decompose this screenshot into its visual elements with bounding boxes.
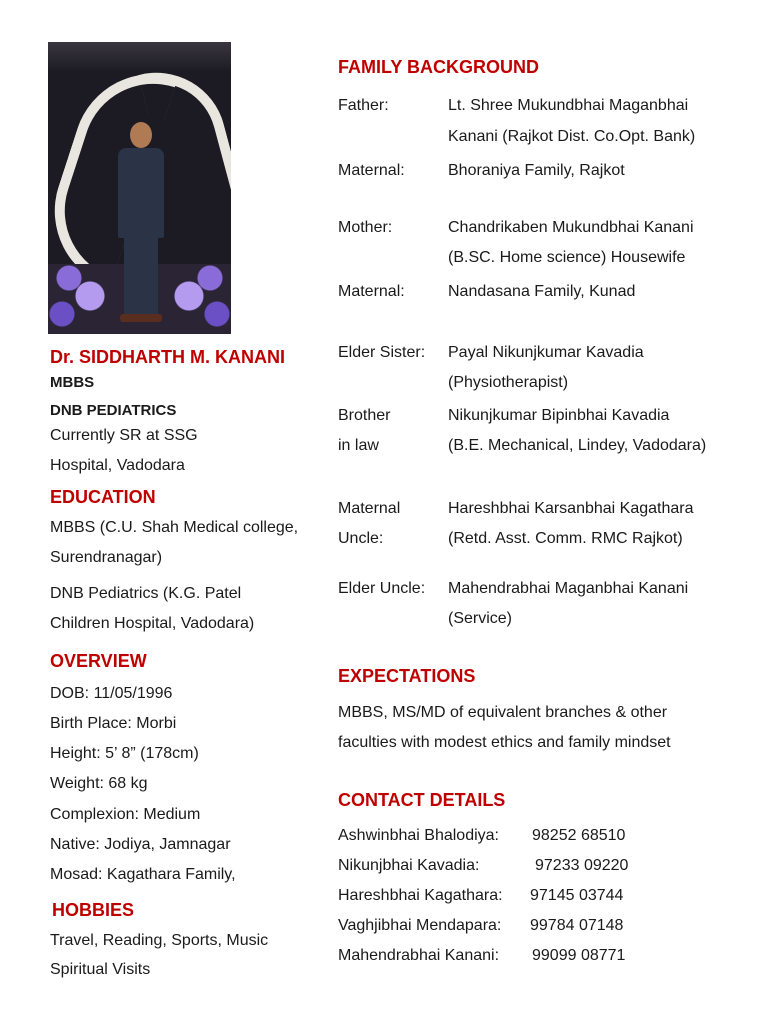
family-value: Kanani (Rajkot Dist. Co.Opt. Bank)	[448, 128, 696, 145]
education-heading: EDUCATION	[50, 487, 156, 507]
photo-lights	[48, 42, 231, 72]
family-value: (Service)	[448, 610, 513, 627]
current-position-line1: Currently SR at SSG	[50, 427, 198, 444]
contact-phone: 99784 07148	[530, 917, 624, 934]
overview-line: Native: Jodiya, Jamnagar	[50, 836, 231, 853]
contact-name: Mahendrabhai Kanani:	[338, 947, 500, 964]
expectations-line: MBBS, MS/MD of equivalent branches & other	[338, 704, 668, 721]
contact-name: Hareshbhai Kagathara:	[338, 887, 503, 904]
overview-line: Weight: 68 kg	[50, 775, 148, 792]
family-value: (B.SC. Home science) Housewife	[448, 249, 686, 266]
education-line: DNB Pediatrics (K.G. Patel	[50, 585, 242, 602]
expectations-line: faculties with modest ethics and family mindset	[338, 734, 671, 751]
family-label: in law	[338, 437, 379, 454]
hobbies-line: Spiritual Visits	[50, 961, 151, 978]
overview-line: Height: 5’ 8” (178cm)	[50, 745, 199, 762]
hobbies-line: Travel, Reading, Sports, Music	[50, 932, 269, 949]
photo-flowers-right	[161, 242, 231, 332]
contact-name: Vaghjibhai Mendapara:	[338, 917, 502, 934]
education-line: Surendranagar)	[50, 549, 163, 566]
family-label: Brother	[338, 407, 391, 424]
contact-phone: 99099 08771	[532, 947, 626, 964]
contact-phone: 97233 09220	[535, 857, 629, 874]
education-line: MBBS (C.U. Shah Medical college,	[50, 519, 299, 536]
family-label: Maternal:	[338, 283, 405, 300]
degree-dnb: DNB PEDIATRICS	[50, 402, 177, 419]
family-heading: FAMILY BACKGROUND	[338, 57, 540, 77]
family-value: Payal Nikunjkumar Kavadia	[448, 344, 644, 361]
photo-flowers-left	[48, 242, 118, 332]
family-value: (Retd. Asst. Comm. RMC Rajkot)	[448, 530, 683, 547]
overview-line: Complexion: Medium	[50, 806, 201, 823]
current-position-line2: Hospital, Vadodara	[50, 457, 185, 474]
contact-phone: 97145 03744	[530, 887, 624, 904]
family-value: Lt. Shree Mukundbhai Maganbhai	[448, 97, 689, 114]
family-label: Mother:	[338, 219, 393, 236]
degree-mbbs: MBBS	[50, 374, 95, 391]
family-value: Nikunjkumar Bipinbhai Kavadia	[448, 407, 670, 424]
education-line: Children Hospital, Vadodara)	[50, 615, 255, 632]
family-label: Elder Uncle:	[338, 580, 426, 597]
contact-name: Ashwinbhai Bhalodiya:	[338, 827, 499, 844]
overview-line: Mosad: Kagathara Family,	[50, 866, 236, 883]
family-value: Mahendrabhai Maganbhai Kanani	[448, 580, 689, 597]
family-label: Maternal	[338, 500, 401, 517]
contact-name: Nikunjbhai Kavadia:	[338, 857, 480, 874]
candidate-name: Dr. SIDDHARTH M. KANANI	[50, 347, 286, 367]
family-label: Elder Sister:	[338, 344, 426, 361]
family-value: Nandasana Family, Kunad	[448, 283, 636, 300]
family-value: Chandrikaben Mukundbhai Kanani	[448, 219, 694, 236]
expectations-heading: EXPECTATIONS	[338, 666, 476, 686]
profile-photo	[48, 42, 231, 334]
contact-phone: 98252 68510	[532, 827, 626, 844]
family-value: Hareshbhai Karsanbhai Kagathara	[448, 500, 694, 517]
photo-person	[118, 122, 164, 322]
contact-heading: CONTACT DETAILS	[338, 790, 506, 810]
family-label: Father:	[338, 97, 389, 114]
overview-line: Birth Place: Morbi	[50, 715, 177, 732]
family-value: (B.E. Mechanical, Lindey, Vadodara)	[448, 437, 707, 454]
family-value: Bhoraniya Family, Rajkot	[448, 162, 625, 179]
overview-heading: OVERVIEW	[50, 651, 147, 671]
family-label: Maternal:	[338, 162, 405, 179]
family-value: (Physiotherapist)	[448, 374, 569, 391]
hobbies-heading: HOBBIES	[52, 900, 135, 920]
family-label: Uncle:	[338, 530, 384, 547]
overview-line: DOB: 11/05/1996	[50, 685, 173, 702]
